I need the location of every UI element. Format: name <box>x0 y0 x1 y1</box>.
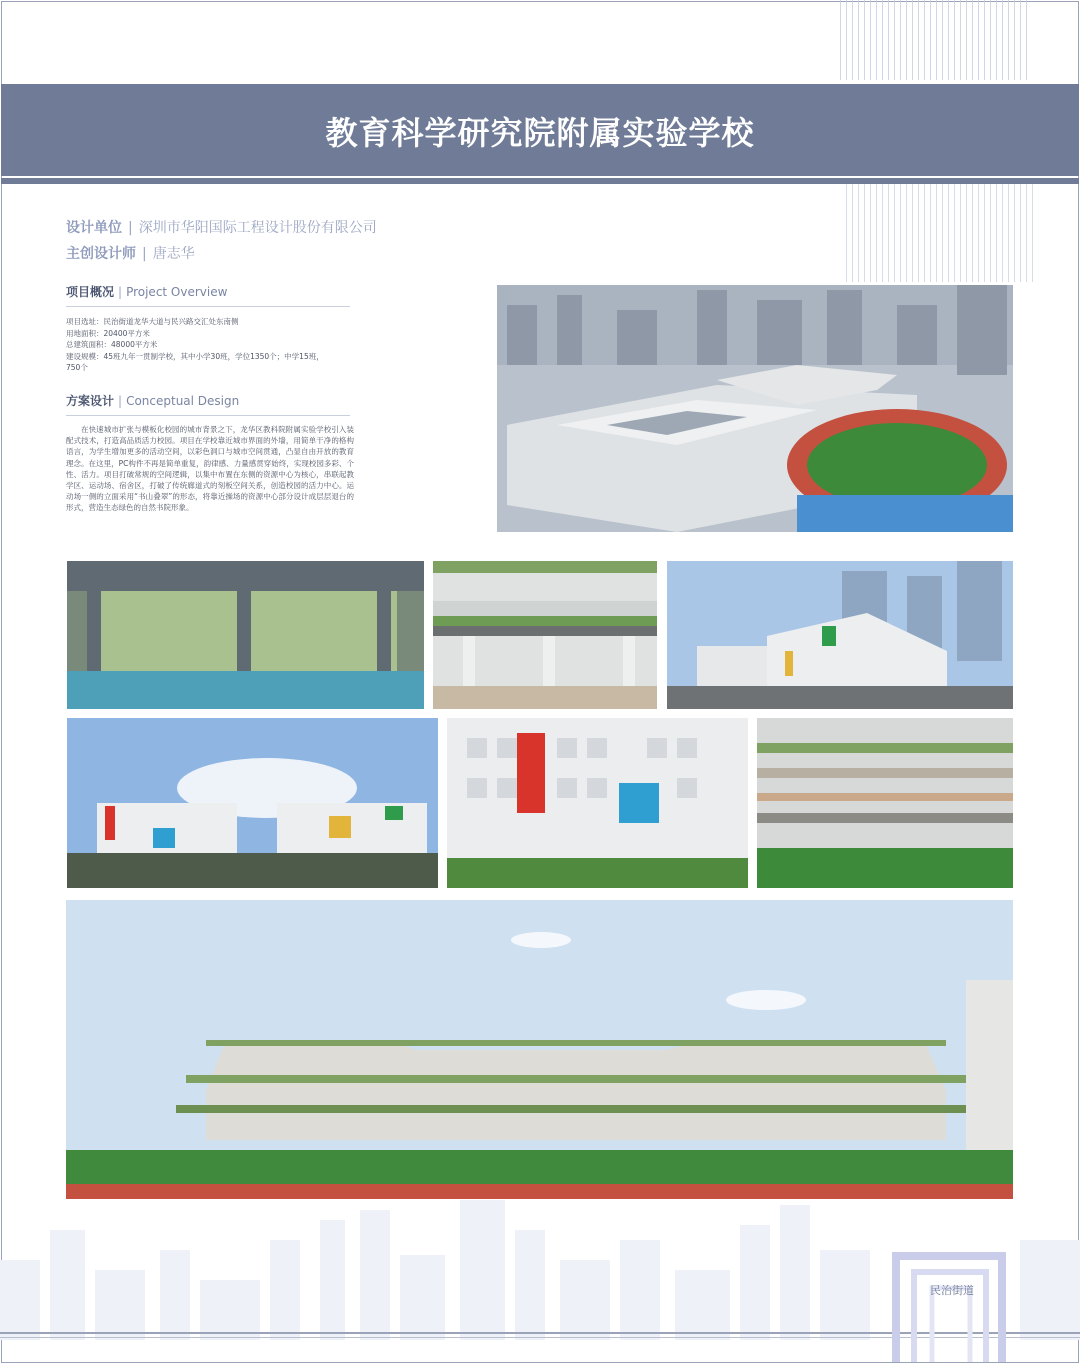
concept-paragraph: 在快速城市扩张与模板化校园的城市背景之下，龙华区教科院附属实验学校引入装配式技术，打造高品质活力校园。项目在学校靠近城市界面的外墙，用简单干净的格构语言，为学生增加更多的活动空间，以彩色洞口与城市空间贯通，凸显自由开放的教育理念。在这里，PC构件不再是简单重复，韵律感、力量感贯穿始终，实现校园多彩、个性、活力。项目打破常规的空间逻辑，以集中布置在东侧的资源中心为核心，串联起教学区、运动场、宿舍区，打破了传统廊道式的刻板空间关系，创造校园的活力中心。运动场一侧的立面采用“书山叠翠”的形态，将靠近操场的资源中心部分设计成层层退台的形式，营造生态绿色的自然书院形象。 <box>66 425 354 513</box>
aerial-photo <box>497 285 1013 532</box>
title-underline-band <box>1 178 1079 184</box>
overview-line: 建设规模：45班九年一贯制学校，其中小学30班，学位1350个；中学15班， <box>66 351 324 361</box>
covered-court-photo <box>67 561 424 709</box>
chief-designer-row <box>66 243 195 263</box>
chief-designer-label: 主创设计师 <box>66 246 136 262</box>
colored-windows-photo <box>447 718 748 888</box>
separator: | <box>118 394 123 408</box>
overview-line: 用地面积：20400平方米 <box>66 328 150 338</box>
green-facade-photo <box>433 561 657 709</box>
design-unit-row <box>66 217 377 237</box>
concept-title-en: Conceptual Design <box>126 394 240 408</box>
stadium-rendering <box>66 900 1013 1199</box>
concept-title-cn: 方案设计 <box>66 394 115 408</box>
overview-list <box>66 316 356 374</box>
concept-heading <box>66 392 350 416</box>
separator: | <box>128 220 133 236</box>
overview-title-cn: 项目概况 <box>66 285 115 299</box>
overview-line: 项目选址：民治街道龙华大道与民兴路交汇处东南侧 <box>66 317 239 326</box>
decorative-lines-top <box>840 0 1030 80</box>
decorative-lines-right <box>846 182 1036 282</box>
separator: | <box>118 285 123 299</box>
overview-heading <box>66 283 350 307</box>
design-unit-label: 设计单位 <box>66 220 122 236</box>
overview-line: 总建筑面积：48000平方米 <box>66 340 158 349</box>
street-view-photo <box>667 561 1013 709</box>
street-label: 民治街道 <box>930 1284 974 1297</box>
overview-title-en: Project Overview <box>126 285 228 299</box>
page-title: 教育科学研究院附属实验学校 <box>325 114 755 152</box>
entrance-photo <box>67 718 438 888</box>
chief-designer-value: 唐志华 <box>152 246 195 262</box>
separator: | <box>142 246 147 262</box>
sports-field-photo <box>757 718 1013 888</box>
street-logo-mark <box>892 1252 1010 1362</box>
overview-line: 750个 <box>66 363 88 372</box>
design-unit-value: 深圳市华阳国际工程设计股份有限公司 <box>138 220 377 236</box>
